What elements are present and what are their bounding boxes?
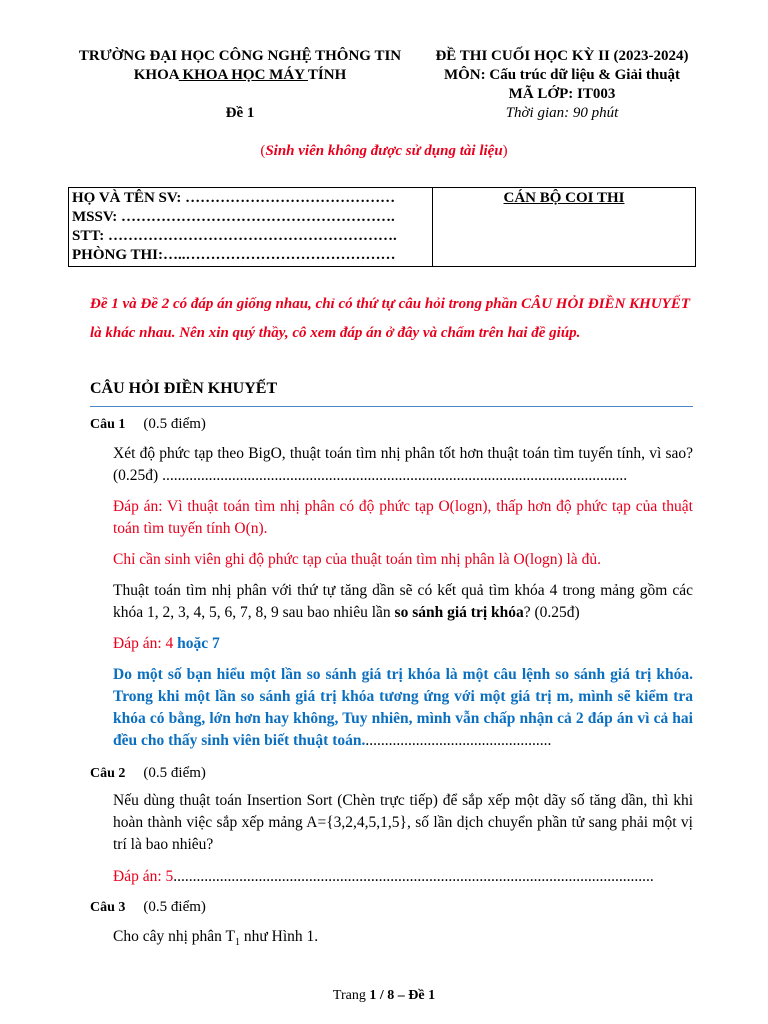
question-3-text-b: như Hình 1. [239,928,319,945]
room-field[interactable]: PHÒNG THI:…..…………………………………… [72,247,396,263]
question-1b-answer [113,633,693,655]
student-info-table [68,187,696,267]
question-1a-note: Chỉ cần sinh viên ghi độ phức tạp của thuật toán tìm nhị phân là O(logn) là đủ. [113,551,601,568]
question-points: (0.5 điểm) [143,765,206,781]
footer-total: 8 [387,988,395,1003]
explanation-dots: ................................................ [365,732,552,749]
question-label: Câu 2 [90,766,126,781]
proctor-cell [433,188,696,267]
question-points: (0.5 điểm) [143,899,206,915]
question-2-answer [113,866,693,888]
footer-prefix: Trang [332,988,370,1003]
notice-text: Sinh viên không được sử dụng tài liệu [265,143,503,159]
mssv-field[interactable]: MSSV: ………………………………………………. [72,209,395,225]
student-info-cell [69,188,433,267]
question-1b-text-b: ? (0.25đ) [523,604,580,621]
section-title: CÂU HỎI ĐIỀN KHUYẾT [90,380,278,397]
notice-open: ( [260,143,266,159]
answer-blue: hoặc 7 [177,635,220,652]
question-3-text-a: Cho cây nhị phân T [113,928,235,945]
header-right [412,47,712,123]
exam-title: ĐỀ THI CUỐI HỌC KỲ II (2023-2024) [435,48,689,64]
question-1b-text-a: Thuật toán tìm nhị phân với thứ tự tăng dần sẽ có kết quả tìm khóa 4 trong mảng gồm các khóa 1, 2, 3, 4, 5, 6, 7, 8, 9 sau bao nhiêu lần [113,582,693,621]
answer-dots: ............................................................................................................................ [173,868,654,885]
answer-key-warning: Đề 1 và Đề 2 có đáp án giống nhau, chỉ có thứ tự câu hỏi trong phần CÂU HỎI ĐIỀN KHUYẾT là khác nhau. Nên xin quý thầy, cô xem đáp án ở đây và chấm trên hai đề giúp. [90,296,690,341]
proctor-label: CÁN BỘ COI THI [503,190,625,206]
question-3-subscript: 1 [234,937,240,949]
exam-version: Đề 1 [225,105,255,121]
footer-dash: – [394,988,409,1003]
question-label: Câu 1 [90,417,126,432]
answer-red: Đáp án: 5 [113,868,174,885]
footer-version: Đề 1 [408,988,436,1003]
student-name-field[interactable]: HỌ VÀ TÊN SV: …………………………………… [72,190,396,206]
section-divider [90,406,693,407]
faculty-line [60,66,420,85]
notice-close: ) [502,143,508,159]
header-left [60,47,420,123]
faculty-suffix: TÍNH [307,67,347,83]
question-1-header [90,416,206,433]
faculty-prefix: KHOA [133,67,179,83]
question-1a-answer: Đáp án: Vì thuật toán tìm nhị phân có độ phức tạp O(logn), thấp hơn độ phức tạp của thuật toán tìm tuyến tính O(n). [113,498,693,537]
question-1b-text-bold: so sánh giá trị khóa [394,604,524,621]
question-1a-text-body: Xét độ phức tạp theo BigO, thuật toán tìm nhị phân tốt hơn thuật toán tìm tuyến tính, vì sao? (0.25đ) ........................................................................................................................ [113,445,693,484]
question-3-header [90,899,206,916]
notice [0,143,768,160]
question-1b-explanation [113,664,693,752]
university-name: TRƯỜNG ĐẠI HỌC CÔNG NGHỆ THÔNG TIN [78,48,402,64]
faculty-name: KHOA HỌC MÁY [178,67,308,83]
question-label: Câu 3 [90,900,126,915]
question-2-text: Nếu dùng thuật toán Insertion Sort (Chèn trực tiếp) để sắp xếp một dãy số tăng dần, thì khi hoàn thành việc sắp xếp mảng A={3,2,4,5,1,5}, số lần dịch chuyển phần tử sang phải một vị trí là bao nhiêu? [113,792,693,853]
footer-sep: / [376,988,388,1003]
question-points: (0.5 điểm) [143,416,206,432]
class-code: MÃ LỚP: IT003 [508,86,616,102]
footer-page: 1 [369,988,377,1003]
question-2-header [90,765,206,782]
answer-red: Đáp án: 4 [113,635,178,652]
explanation-text: Do một số bạn hiểu một lần so sánh giá trị khóa là một câu lệnh so sánh giá trị khóa. Trong khi một lần so sánh giá trị khóa tương ứng với một giá trị m, mình sẽ kiểm tra khóa có bằng, lớn hơn hay không, Tuy nhiên, mình vẫn chấp nhận cả 2 đáp án vì cả hai đều cho thấy sinh viên biết thuật toán. [113,666,693,749]
duration: Thời gian: 90 phút [505,105,619,121]
question-1b-text [113,580,693,624]
question-3-text [113,926,693,954]
subject: MÔN: Cấu trúc dữ liệu & Giải thuật [443,67,681,83]
stt-field[interactable]: STT: …………………………………………………. [72,228,397,244]
question-1a-text [113,443,693,487]
page-footer [0,988,768,1004]
